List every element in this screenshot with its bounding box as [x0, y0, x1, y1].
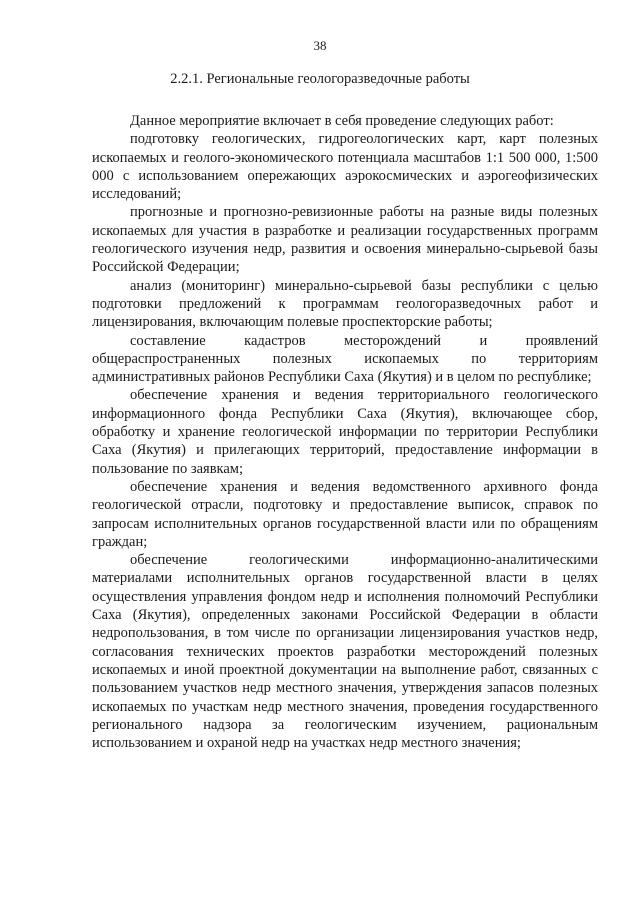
paragraph-monitoring: анализ (мониторинг) минерально-сырьевой базы республики с целью подготовки предложений к программам геологоразведочных работ и лицензирования, включающим полевые проспекторские работы;: [92, 277, 598, 331]
body-text: [92, 112, 598, 752]
paragraph-cadastres: составление кадастров месторождений и проявлений общераспространенных полезных ископаемых по территориям административных районов Республики Саха (Якутия) и в целом по республике;: [92, 332, 598, 386]
paragraph-forecast-works: прогнозные и прогнозно-ревизионные работы на разные виды полезных ископаемых для участия в разработке и реализации государственных программ геологического изучения недр, развития и освоения минерально-сырьевой базы Российской Федерации;: [92, 204, 598, 276]
paragraph-archive-fund: обеспечение хранения и ведения ведомственного архивного фонда геологической отрасли, подготовку и предоставление выписок, справок по запросам исполнительных органов государственной власти или по обращениям граждан;: [92, 478, 598, 550]
section-heading: 2.2.1. Региональные геологоразведочные работы: [170, 71, 470, 87]
page-number: 38: [313, 38, 327, 53]
paragraph-maps: подготовку геологических, гидрогеологических карт, карт полезных ископаемых и геолого-экономического потенциала масштабов 1:1 500 000, 1:500 000 с использованием опережающих аэрокосмических и аэрогеофизических исследований;: [92, 131, 598, 203]
paragraph-territorial-fund: обеспечение хранения и ведения территориального геологического информационного фонда Республики Саха (Якутия), включающее сбор, обработку и хранение геологической информации по территории Республики Саха (Якутия) и прилегающих территорий, предоставление информации в пользование по заявкам;: [92, 387, 598, 477]
paragraph-intro: Данное мероприятие включает в себя проведение следующих работ:: [130, 113, 554, 129]
paragraph-analytical-materials: обеспечение геологическими информационно-аналитическими материалами исполнительных органов государственной власти в целях осуществления управления фондом недр и исполнения полномочий Республики Саха (Якутия), определенных законами Российской Федерации в области недропользования, в том числе по организации лицензирования участков недр, согласования технических проектов разработки месторождений полезных ископаемых и иной проектной документации на выполнение работ, связанных с пользованием участков недр местного значения, утверждения запасов полезных ископаемых по участкам недр местного значения, проведения государственного регионального надзора за геологическим изучением, рациональным использованием и охраной недр на участках недр местного значения;: [92, 552, 598, 752]
